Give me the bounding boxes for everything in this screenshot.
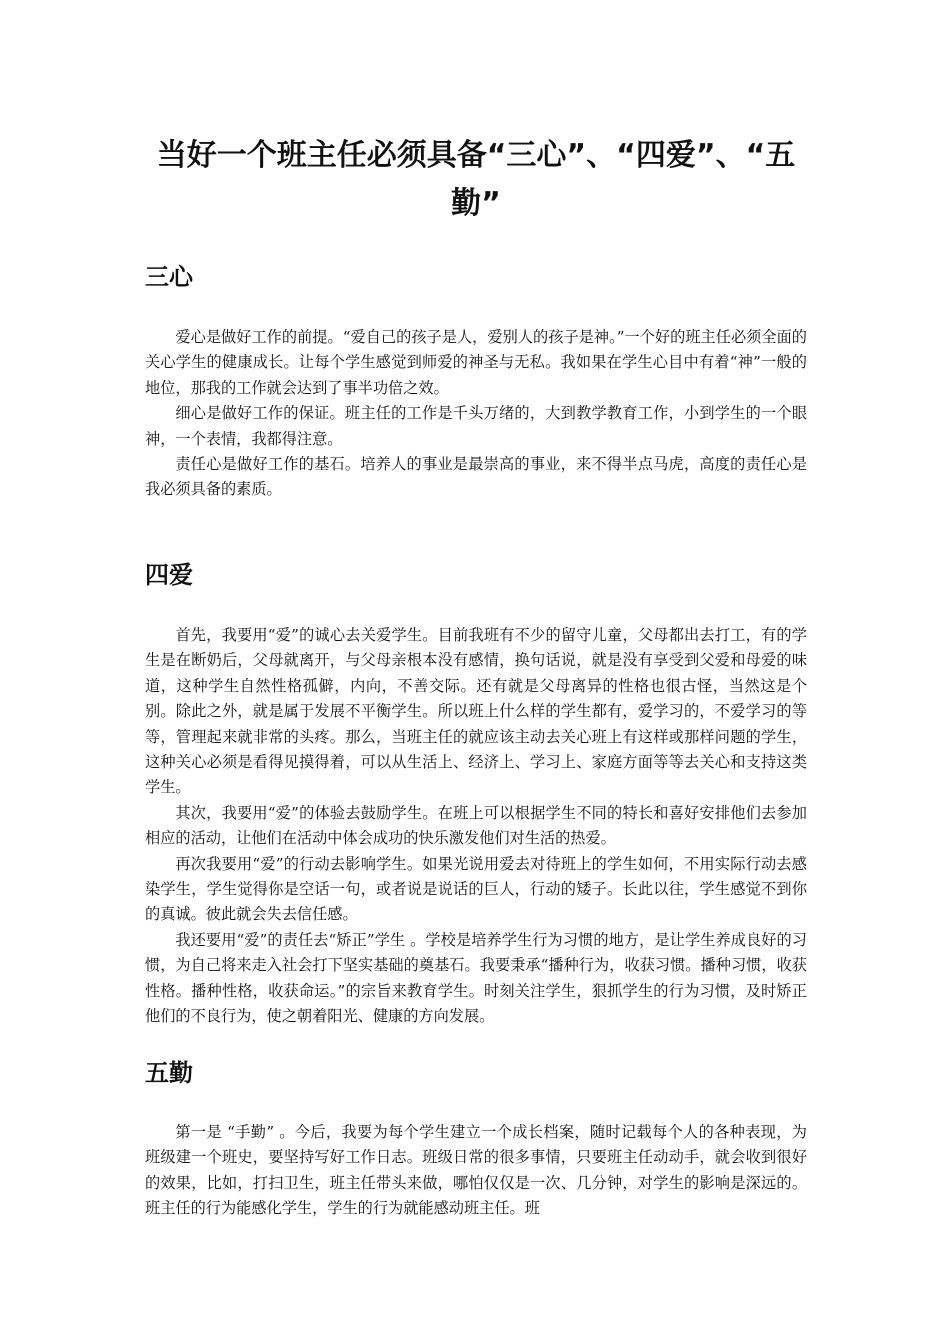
- paragraph: 第一是 “手勤” 。今后，我要为每个学生建立一个成长档案，随时记载每个人的各种表现，为班级建一个班史，要坚持写好工作日志。班级日常的很多事情，只要班主任动动手，就会收到很好的效果，比如，打扫卫生，班主任带头来做，哪怕仅仅是一次、几分钟，对学生的影响是深远的。班主任的行为能感化学生，学生的行为就能感动班主任。班: [145, 1123, 807, 1218]
- section-heading-siai: 四爱: [145, 561, 193, 589]
- paragraph: 我还要用“爱”的责任去“矫正”学生 。学校是培养学生行为习惯的地方，是让学生养成良好的习惯，为自己将来走入社会打下坚实基础的奠基石。我要秉承“播种行为，收获习惯。播种习惯，收获性格。播种性格，收获命运。”的宗旨来教育学生。时刻关注学生，狠抓学生的行为习惯，及时矫正他们的不良行为，使之朝着阳光、健康的方向发展。: [145, 930, 807, 1026]
- section-body-sanxin: [145, 325, 807, 503]
- paragraph: 再次我要用“爱”的行动去影响学生。如果光说用爱去对待班上的学生如何，不用实际行动去感染学生，学生觉得你是空话一句，或者说是说话的巨人，行动的矮子。长此以往，学生感觉不到你的真诚。彼此就会失去信任感。: [145, 854, 807, 924]
- paragraph: 其次，我要用“爱”的体验去鼓励学生。在班上可以根据学生不同的特长和喜好安排他们去参加相应的活动，让他们在活动中体会成功的快乐激发他们对生活的热爱。: [145, 803, 807, 848]
- paragraph: 细心是做好工作的保证。班主任的工作是千头万绪的，大到教学教育工作，小到学生的一个眼神，一个表情，我都得注意。: [145, 404, 807, 448]
- paragraph: 责任心是做好工作的基石。培养人的事业是最崇高的事业，来不得半点马虎，高度的责任心是我必须具备的素质。: [145, 455, 807, 499]
- paragraph: 爱心是做好工作的前提。“爱自己的孩子是人，爱别人的孩子是神。”一个好的班主任必须全面的关心学生的健康成长。让每个学生感觉到师爱的神圣与无私。我如果在学生心目中有着“神”一般的地位，那我的工作就会达到了事半功倍之效。: [145, 328, 807, 397]
- section-body-wuqin: [145, 1120, 807, 1222]
- section-body-siai: [145, 623, 807, 1030]
- section-heading-sanxin: 三心: [145, 263, 193, 291]
- paragraph: 首先，我要用“爱”的诚心去关爱学生。目前我班有不少的留守儿童，父母都出去打工，有的学生是在断奶后，父母就离开，与父母亲根本没有感情，换句话说，就是没有享受到父爱和母爱的味道，这种学生自然性格孤僻，内向，不善交际。还有就是父母离异的性格也很古怪，当然这是个别。除此之外，就是属于发展不平衡学生。所以班上什么样的学生都有，爱学习的，不爱学习的等等，管理起来就非常的头疼。那么，当班主任的就应该主动去关心班上有这样或那样问题的学生，这种关心必须是看得见摸得着，可以从生活上、经济上、学习上、家庭方面等等去关心和支持这类学生。: [145, 626, 807, 797]
- document-title: 当好一个班主任必须具备“三心”、“四爱”、“五勤”: [156, 138, 796, 221]
- section-heading-wuqin: 五勤: [145, 1059, 193, 1087]
